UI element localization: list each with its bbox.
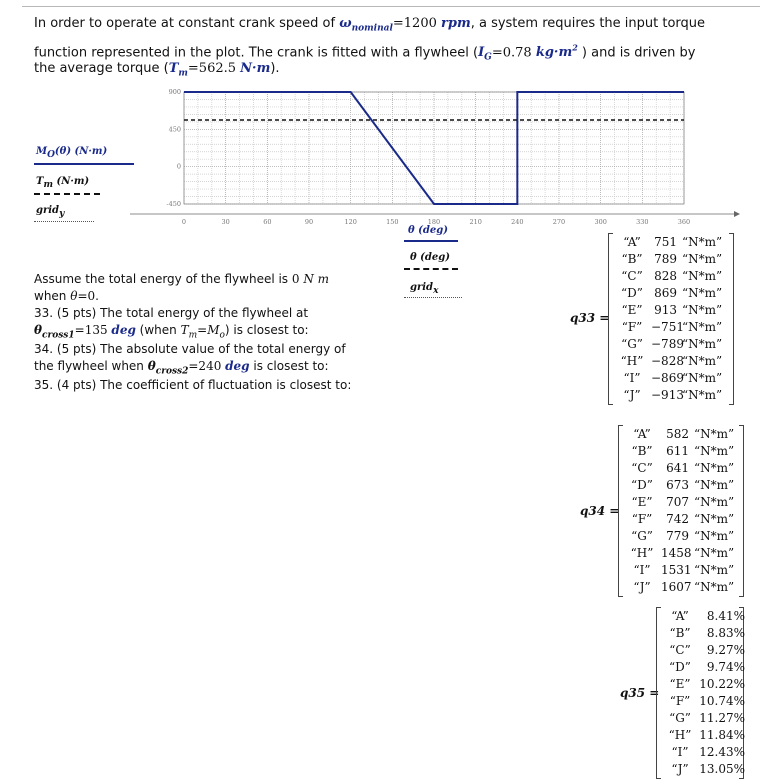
choice-value: 8.83% [706,626,745,640]
problem-text: , a system requires the input torque [470,16,706,31]
matrix-row [661,693,745,710]
choice-letter: “H” [668,728,692,742]
x-tick-label: 180 [427,218,441,226]
x-tick-label: 240 [511,218,524,226]
choice-unit: “N*m” [682,320,723,334]
legend-tm-swatch [34,193,100,195]
choice-letter: “E” [631,495,653,509]
q35-label: q35 = [620,686,660,700]
bracket-corner [739,596,743,597]
choice-letter: “F” [631,512,653,526]
y-tick-label: 450 [168,125,181,134]
choice-value: 641 [666,461,689,475]
choice-unit: “N*m” [682,286,723,300]
choice-value: 9.74% [706,660,745,674]
choice-letter: “D” [621,286,643,300]
y-tick-label: 900 [168,88,181,96]
choice-value: 9.27% [706,643,745,657]
matrix-row [661,625,745,642]
choice-value: 10.22% [699,677,745,691]
choice-letter: “H” [630,546,654,560]
choice-letter: “G” [669,711,691,725]
matrix-row [613,251,742,268]
matrix-row [661,761,745,778]
bracket-corner [619,596,623,597]
choice-value: 10.74% [699,694,745,708]
choice-letter: “F” [669,694,691,708]
q35-matrix [656,607,744,779]
rpm-unit: rpm [441,16,471,31]
legend-mo: $M_O(\theta)$ (N·m) [36,146,108,160]
matrix-brackets [618,425,744,597]
choice-value: 8.41% [706,609,745,623]
choice-letter: “E” [621,303,643,317]
legend-mo-swatch [34,163,134,165]
choice-unit: “N*m” [682,303,723,317]
choice-letter: “C” [621,269,643,283]
choice-value: 11.84% [699,728,745,742]
choice-unit: “N*m” [682,354,723,368]
matrix-row [661,676,745,693]
choice-letter: “E” [669,677,691,691]
matrix-row [661,710,745,727]
x-tick-label: 120 [344,218,357,226]
choice-value: 751 [654,235,677,249]
y-tick-label: 0 [176,162,181,171]
choice-value: 611 [666,444,689,458]
problem-text: ). [270,61,280,76]
matrix-row [623,528,754,545]
choice-unit: “N*m” [682,269,723,283]
choice-letter: “I” [671,745,689,759]
problem-line-3 [34,59,280,84]
torque-chart [130,84,740,234]
choice-unit: “N*m” [682,371,723,385]
matrix-row [623,477,754,494]
choice-unit: “N*m” [694,529,735,543]
x-axis-label-swatch [404,240,458,242]
matrix-row [623,460,754,477]
choice-value: 707 [666,495,689,509]
q33-label: q33 = [570,311,610,325]
question-34-2: the flywheel when $\theta_{cross2}=240$ deg is closest to: [34,359,329,377]
question-35: 35. (4 pts) The coefficient of fluctuation is closest to: [34,378,352,392]
x-axis-label-2: θ (deg) [410,252,450,263]
choice-unit: “N*m” [694,478,735,492]
choice-value: 673 [666,478,689,492]
choice-value: −751 [651,320,684,334]
choice-value: −869 [651,371,684,385]
legend-grid-x: grid$_x$ [410,282,439,296]
question-34: 34. (5 pts) The absolute value of the total energy of [34,342,346,356]
choice-letter: “C” [631,461,653,475]
x-tick-label: 60 [263,218,272,226]
question-33-2: $\theta_{cross1}=135$ deg (when $T_m=M_o$) is closest to: [34,323,309,341]
choice-unit: “N*m” [694,580,735,594]
choice-value: 11.27% [699,711,745,725]
choice-value: −828 [651,354,684,368]
x-axis-label: θ (deg) [408,225,448,236]
choice-value: 789 [654,252,677,266]
choice-value: 13.05% [699,762,745,776]
q34-matrix [618,425,744,597]
matrix-row [613,268,742,285]
choice-value: 869 [654,286,677,300]
matrix-row [623,511,754,528]
ig-symbol: $I_G$ [478,45,492,63]
choice-value: 828 [654,269,677,283]
problem-text: the average torque ( [34,61,169,76]
omega-value: =1200 [392,16,441,31]
choice-letter: “J” [623,388,641,402]
tm-symbol: $T_m$ [168,61,188,79]
matrix-brackets [608,233,734,405]
choice-value: 12.43% [699,745,745,759]
x-tick-label: 300 [594,218,607,226]
matrix-row [613,387,742,404]
choice-letter: “A” [671,609,689,623]
matrix-row [623,443,754,460]
matrix-row [661,642,745,659]
bracket-corner [609,404,613,405]
bracket-corner [729,404,733,405]
choice-value: 582 [666,427,689,441]
top-rule [22,6,760,7]
choice-letter: “J” [671,762,689,776]
axis-layer [130,211,740,217]
tm-unit: N·m [240,61,271,76]
question-intro: Assume the total energy of the flywheel is 0 N m [34,272,330,286]
bracket-corner [739,778,743,779]
matrix-row [613,353,742,370]
matrix-row [623,579,754,596]
q34-label: q34 = [580,504,620,518]
x-axis-arrow [734,211,740,217]
legend-tm: $T_m$ (N·m) [36,176,90,190]
choice-letter: “B” [669,626,691,640]
x-tick-label: 30 [221,218,230,226]
matrix-row [623,426,754,443]
choice-unit: “N*m” [682,388,723,402]
choice-value: 1531 [661,563,692,577]
question-33: 33. (5 pts) The total energy of the flywheel at [34,306,309,320]
choice-letter: “D” [669,660,691,674]
matrix-row [613,319,742,336]
choice-value: 779 [666,529,689,543]
choice-value: 913 [654,303,677,317]
choice-letter: “I” [633,563,651,577]
choice-letter: “A” [623,235,641,249]
choice-unit: “N*m” [694,444,735,458]
matrix-row [661,727,745,744]
matrix-row [623,545,754,562]
problem-text: function represented in the plot. The crank is fitted with a flywheel ( [34,45,479,61]
x-tick-label: 0 [181,218,187,226]
choice-letter: “B” [631,444,653,458]
choice-unit: “N*m” [694,495,735,509]
problem-line-1 [34,14,705,39]
choice-unit: “N*m” [694,512,735,526]
choice-value: −913 [651,388,684,402]
x-tick-label: 210 [469,218,482,226]
matrix-row [661,608,745,625]
choice-letter: “A” [633,427,651,441]
choice-letter: “G” [631,529,653,543]
legend-grid-y: grid$_y$ [36,205,65,219]
omega-symbol: $\omega_{nominal}$ [339,16,393,34]
matrix-row [623,494,754,511]
bracket-corner [657,778,661,779]
choice-unit: “N*m” [682,235,723,249]
ig-value: =0.78 [491,45,536,61]
matrix-row [613,370,742,387]
x-tick-label: 90 [304,218,314,226]
q33-matrix [608,233,734,405]
choice-unit: “N*m” [694,563,735,577]
choice-unit: “N*m” [682,252,723,266]
x-tick-label: 330 [636,218,649,226]
choice-value: −789 [651,337,684,351]
choice-value: 742 [666,512,689,526]
choice-letter: “C” [669,643,691,657]
matrix-row [613,302,742,319]
problem-text: ) and is driven by [577,45,696,61]
choice-letter: “I” [623,371,641,385]
tm-value: =562.5 [187,61,241,76]
x-tick-label: 150 [386,218,399,226]
choice-letter: “J” [633,580,651,594]
x-axis-label-2-swatch [404,268,458,270]
matrix-row [613,336,742,353]
legend-grid-x-swatch [404,297,462,298]
choice-unit: “N*m” [694,461,735,475]
choice-letter: “B” [621,252,643,266]
matrix-brackets [656,607,744,779]
choice-letter: “F” [621,320,643,334]
matrix-row [613,234,742,251]
choice-value: 1607 [661,580,692,594]
choice-value: 1458 [661,546,692,560]
question-intro-2: when θ=0. [34,289,99,303]
matrix-row [623,562,754,579]
y-tick-label: -450 [166,200,181,208]
choice-letter: “G” [621,337,643,351]
choice-unit: “N*m” [694,546,735,560]
choice-unit: “N*m” [694,427,735,441]
choice-letter: “H” [620,354,644,368]
ig-unit: $kg\cdot m^2$ [535,43,578,61]
problem-text: In order to operate at constant crank speed of [34,16,340,31]
matrix-row [661,744,745,761]
choice-unit: “N*m” [682,337,723,351]
matrix-row [661,659,745,676]
choice-letter: “D” [631,478,653,492]
x-tick-label: 360 [677,218,691,226]
matrix-row [613,285,742,302]
legend-grid-swatch [34,221,94,222]
x-tick-label: 270 [552,218,566,226]
